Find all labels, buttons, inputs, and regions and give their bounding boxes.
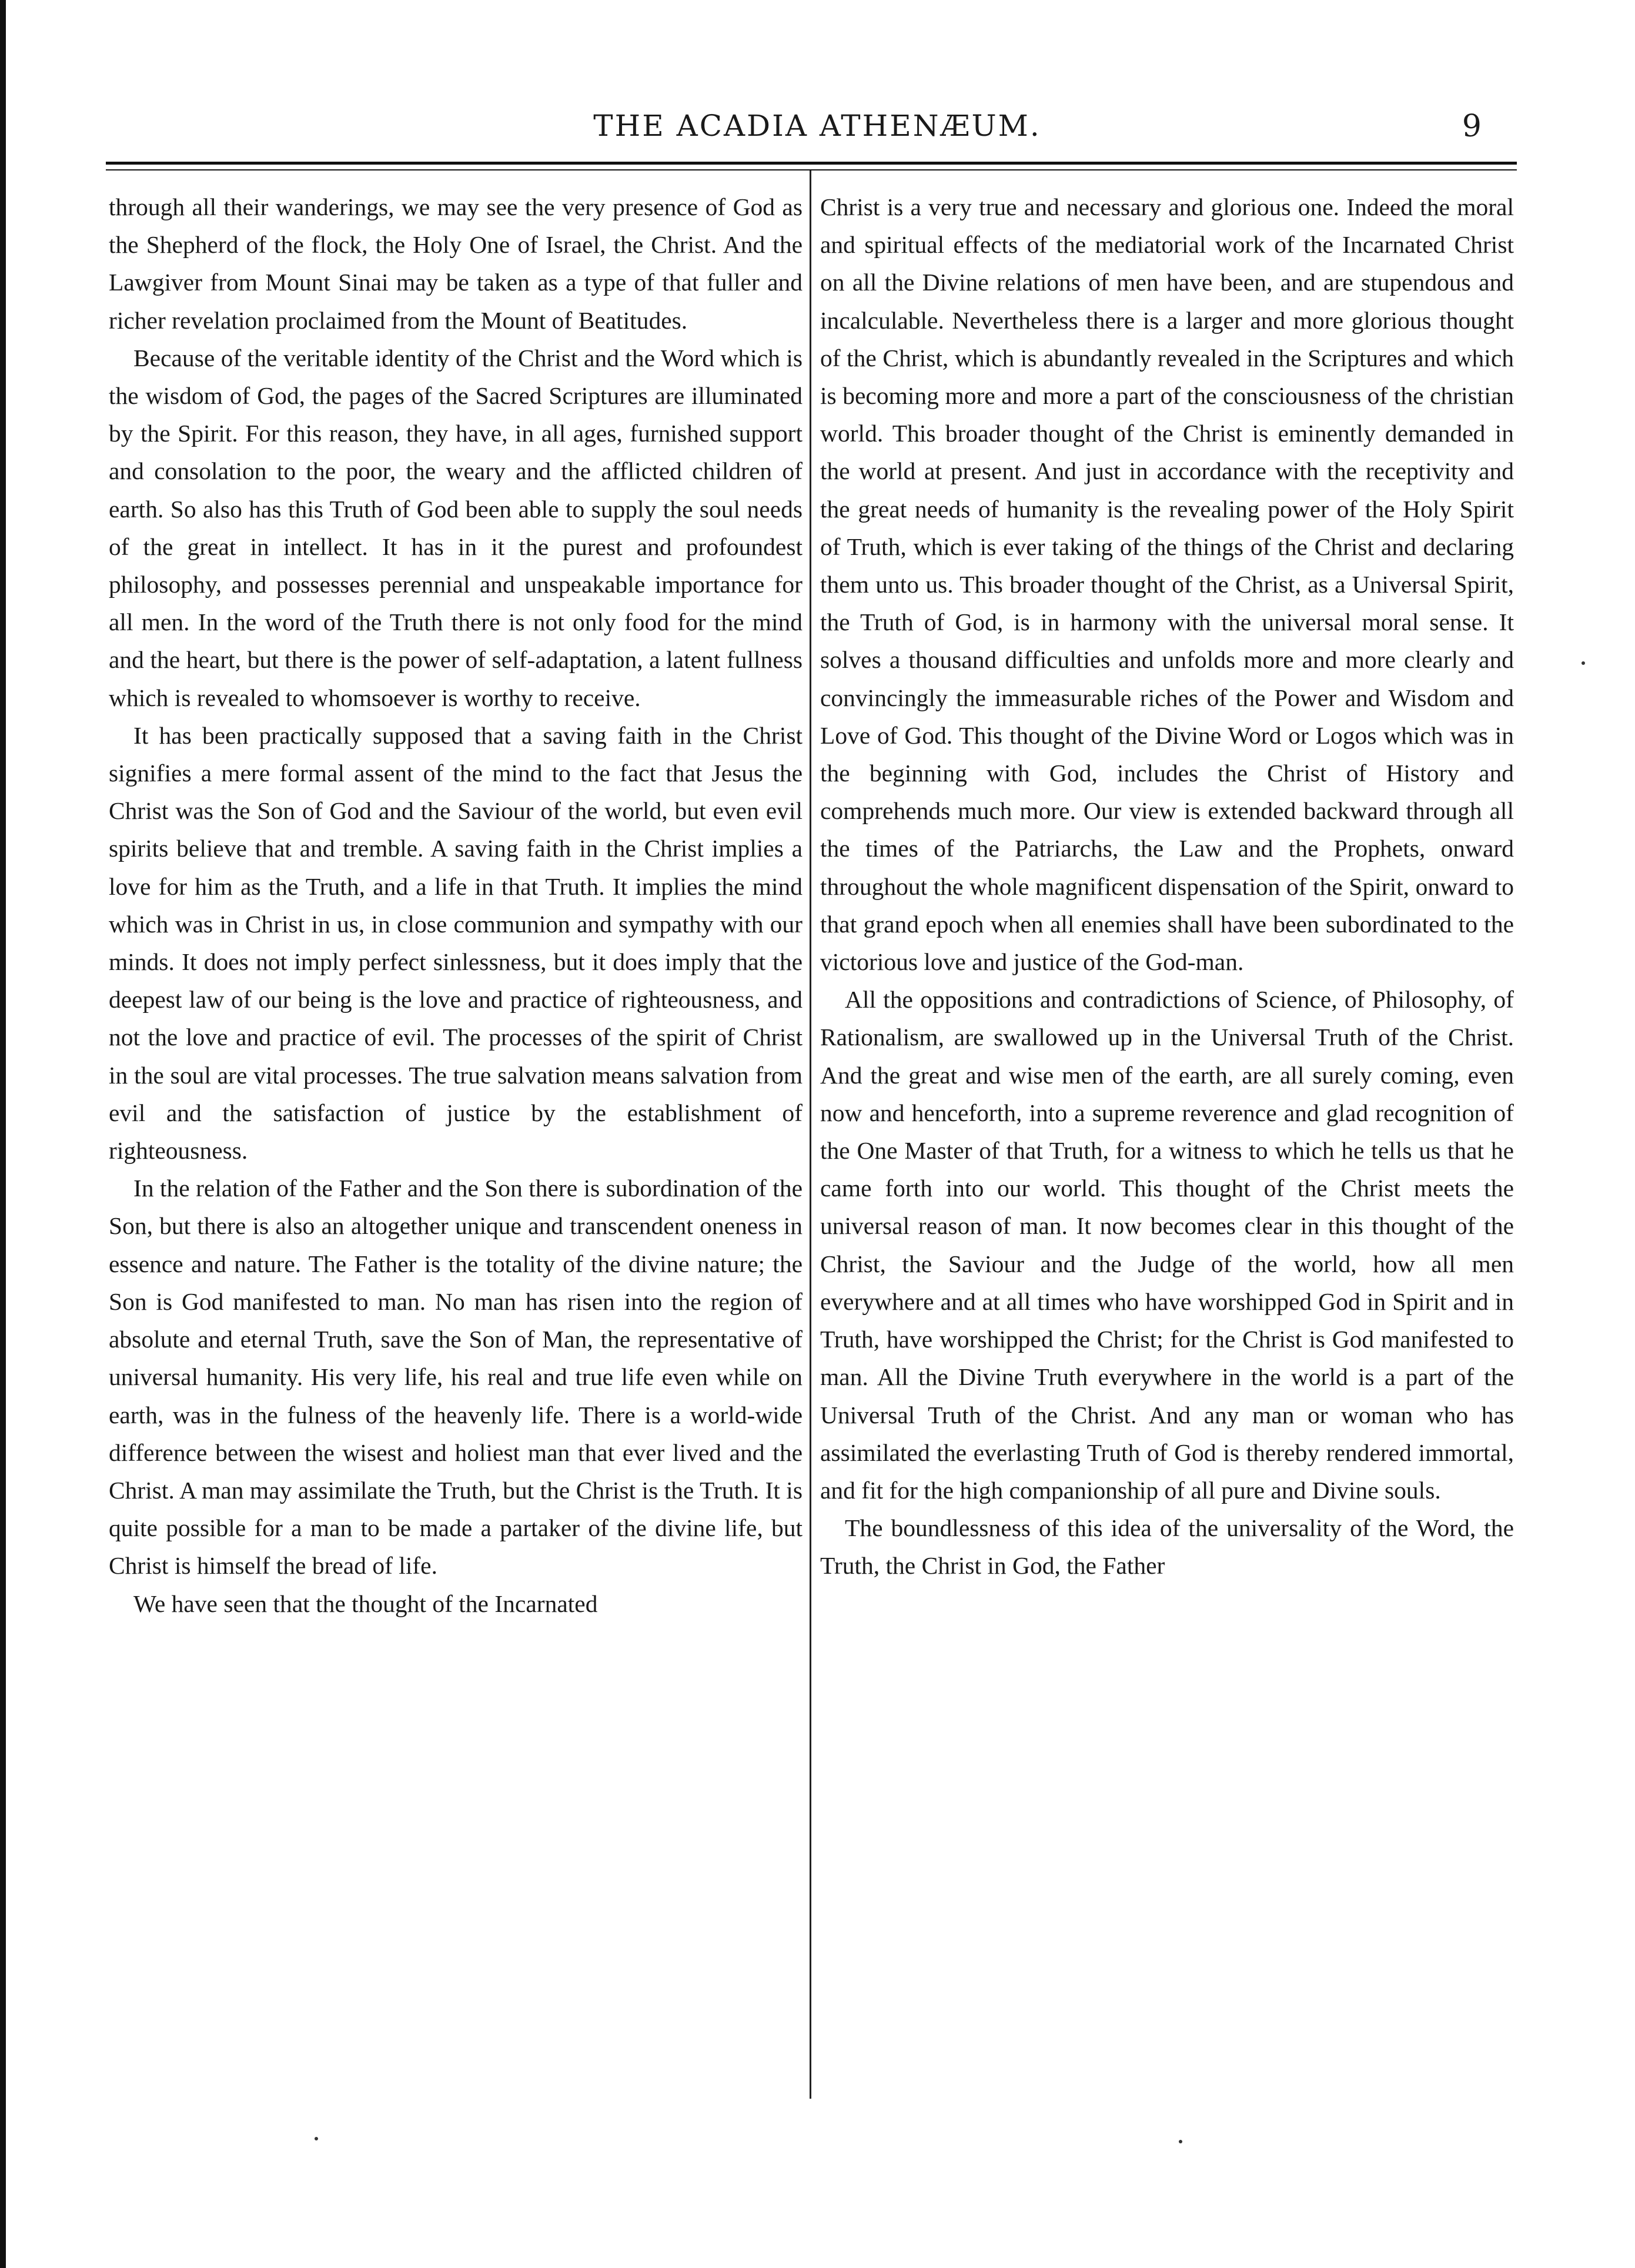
right-column	[820, 188, 1514, 1585]
scan-edge	[0, 0, 6, 2268]
print-speck	[315, 2137, 318, 2140]
column-divider	[810, 170, 811, 2099]
page-number: 9	[1462, 109, 1482, 144]
left-paragraph: In the relation of the Father and the Son there is subordination of the Son, but there is also an altogether unique and transcendent oneness in essence and nature. The Father is the totality of the divine nature; the Son is God manifested to man. No man has risen into the region of absolute and eternal Truth, save the Son of Man, the representative of universal humanity. His very life, his real and true life even while on earth, was in the fulness of the heavenly life. There is a world-wide difference between the wisest and holiest man that ever lived and the Christ. A man may assimilate the Truth, but the Christ is the Truth. It is quite possible for a man to be made a partaker of the divine life, but Christ is himself the bread of life.	[109, 1175, 803, 1580]
header-rule-thin	[106, 169, 1517, 170]
print-speck	[1581, 661, 1585, 665]
left-paragraph: through all their wanderings, we may see the very presence of God as the Shepherd of the flock, the Holy One of Israel, the Christ. And the Lawgiver from Mount Sinai may be taken as a type of that fuller and richer revelation proclaimed from the Mount of Beatitudes.	[109, 193, 803, 334]
right-paragraph: The boundlessness of this idea of the universality of the Word, the Truth, the Christ in God, the Father	[820, 1514, 1514, 1580]
running-header: THE ACADIA ATHENÆUM.	[593, 109, 1041, 143]
print-speck	[1179, 2140, 1182, 2143]
left-paragraph: We have seen that the thought of the Incarnated	[133, 1590, 598, 1617]
right-paragraph: Christ is a very true and necessary and glorious one. Indeed the moral and spiritual effects of the mediatorial work of the Incarnated Christ on all the Divine relations of men have been, and are stupendous and incalculable. Nevertheless there is a larger and more glorious thought of the Christ, which is abundantly revealed in the Scriptures and which is becoming more and more a part of the consciousness of the christian world. This broader thought of the Christ is eminently demanded in the world at present. And just in accordance with the receptivity and the great needs of humanity is the revealing power of the Holy Spirit of Truth, which is ever taking of the things of the Christ and declaring them unto us. This broader thought of the Christ, as a Universal Spirit, the Truth of God, is in harmony with the universal moral sense. It solves a thousand difficulties and unfolds more and more clearly and convincingly the immeasurable riches of the Power and Wisdom and Love of God. This thought of the Divine Word or Logos which was in the beginning with God, includes the Christ of History and comprehends much more. Our view is extended backward through all the times of the Patriarchs, the Law and the Prophets, onward throughout the whole magnificent dispensation of the Spirit, onward to that grand epoch when all enemies shall have been subordinated to the victorious love and justice of the God-man.	[820, 193, 1514, 976]
header-rule-thick	[106, 162, 1517, 165]
left-paragraph: It has been practically supposed that a saving faith in the Christ signifies a mere formal assent of the mind to the fact that Jesus the Christ was the Son of God and the Saviour of the world, but even evil spirits believe that and tremble. A saving faith in the Christ implies a love for him as the Truth, and a life in that Truth. It implies the mind which was in Christ in us, in close communion and sympathy with our minds. It does not imply perfect sinlessness, but it does imply that the deepest law of our being is the love and practice of righteousness, and not the love and practice of evil. The processes of the spirit of Christ in the soul are vital processes. The true salvation means salvation from evil and the satisfaction of justice by the establishment of righteousness.	[109, 721, 803, 1165]
left-column	[109, 188, 803, 1623]
right-paragraph: All the oppositions and contradictions of Science, of Philosophy, of Rationalism, are swallowed up in the Universal Truth of the Christ. And the great and wise men of the earth, are all surely coming, even now and henceforth, into a supreme reverence and glad recognition of the One Master of that Truth, for a witness to which he tells us that he came forth into our world. This thought of the Christ meets the universal reason of man. It now becomes clear in this thought of the Christ, the Saviour and the Judge of the world, how all men everywhere and at all times who have worshipped God in Spirit and in Truth, have worshipped the Christ; for the Christ is God manifested to man. All the Divine Truth everywhere in the world is a part of the Universal Truth of the Christ. And any man or woman who has assimilated the everlasting Truth of God is thereby rendered immortal, and fit for the high companionship of all pure and Divine souls.	[820, 986, 1514, 1504]
left-paragraph: Because of the veritable identity of the Christ and the Word which is the wisdom of God, the pages of the Sacred Scriptures are illuminated by the Spirit. For this reason, they have, in all ages, furnished support and consolation to the poor, the weary and the afflicted children of earth. So also has this Truth of God been able to supply the soul needs of the great in intellect. It has in it the purest and profoundest philosophy, and possesses perennial and unspeakable importance for all men. In the word of the Truth there is not only food for the mind and the heart, but there is the power of self-adaptation, a latent fullness which is revealed to whomsoever is worthy to receive.	[109, 344, 803, 711]
